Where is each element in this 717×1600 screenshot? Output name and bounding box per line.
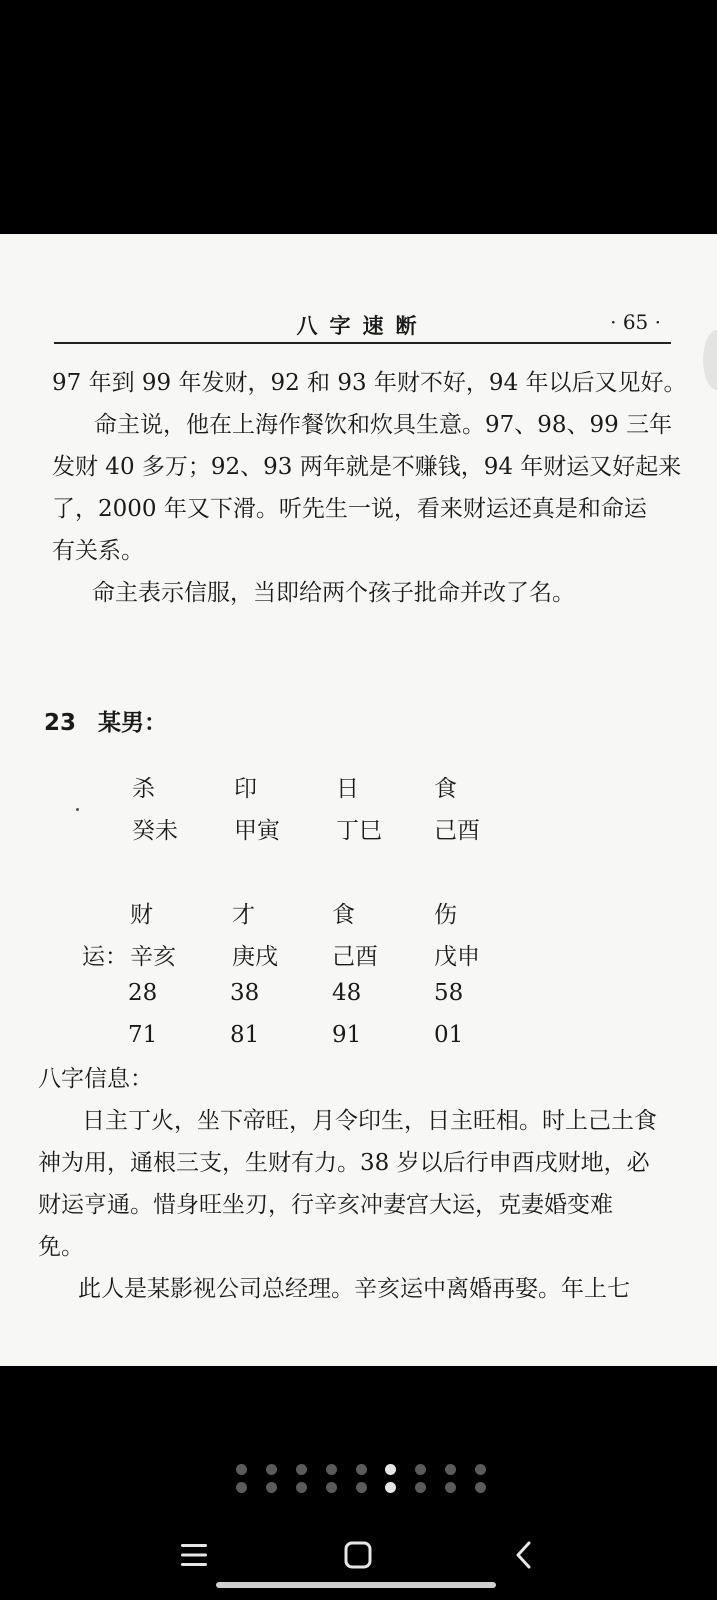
pillar: 戊申 xyxy=(434,944,480,970)
pillar: 丁巳 xyxy=(336,818,382,844)
page-dot[interactable] xyxy=(415,1464,426,1475)
god-label: 日 xyxy=(336,776,359,802)
page-dot[interactable] xyxy=(266,1464,277,1475)
luck-label: 运： xyxy=(82,944,128,970)
paragraph-line: 97 年到 99 年发财，92 和 93 年财不好，94 年以后又见好。 xyxy=(52,370,687,396)
system-navigation-bar xyxy=(0,1525,717,1585)
paragraph-line: 此人是某影视公司总经理。辛亥运中离婚再娶。年上七 xyxy=(78,1276,630,1302)
year: 71 xyxy=(128,1022,158,1048)
gesture-bar[interactable] xyxy=(216,1582,496,1588)
page-dot[interactable] xyxy=(266,1482,277,1493)
age: 38 xyxy=(230,980,260,1006)
pillar: 辛亥 xyxy=(130,944,176,970)
page-dot[interactable] xyxy=(356,1482,367,1493)
back-button[interactable] xyxy=(494,1525,554,1585)
menu-lines-icon xyxy=(180,1542,208,1568)
year: 91 xyxy=(332,1022,362,1048)
page-header xyxy=(54,306,671,344)
chevron-left-icon xyxy=(514,1541,534,1569)
book-page-image xyxy=(0,234,717,1366)
page-dot[interactable] xyxy=(415,1482,426,1493)
paragraph-line: 日主丁火，坐下帝旺，月令印生，日主旺相。时上己土食 xyxy=(82,1108,657,1134)
page-indicator[interactable] xyxy=(0,1464,717,1504)
god-label: 食 xyxy=(332,902,355,928)
god-label: 杀 xyxy=(132,776,155,802)
page-dot[interactable] xyxy=(475,1482,486,1493)
paragraph-line: 财运亨通。惜身旺坐刃，行辛亥冲妻宫大运，克妻婚变难 xyxy=(38,1192,613,1218)
god-label: 财 xyxy=(130,902,153,928)
pillar: 己酉 xyxy=(332,944,378,970)
year: 01 xyxy=(434,1022,464,1048)
page-dot[interactable] xyxy=(326,1464,337,1475)
god-label: 印 xyxy=(234,776,257,802)
age: 58 xyxy=(434,980,464,1006)
paragraph-line: 发财 40 多万；92、93 两年就是不赚钱，94 年财运又好起来 xyxy=(52,454,682,480)
god-label: 伤 xyxy=(434,902,457,928)
page-number: · 65 · xyxy=(610,310,661,334)
info-heading: 八字信息： xyxy=(38,1066,153,1092)
year: 81 xyxy=(230,1022,260,1048)
page-dot[interactable] xyxy=(385,1482,396,1493)
page-dot[interactable] xyxy=(385,1464,396,1475)
page-dot[interactable] xyxy=(445,1464,456,1475)
paragraph-line: 命主表示信服，当即给两个孩子批命并改了名。 xyxy=(92,580,575,606)
pillar: 甲寅 xyxy=(234,818,280,844)
next-page-edge xyxy=(703,330,717,390)
print-speck xyxy=(76,808,79,811)
indicator-row xyxy=(236,1482,486,1493)
page-dot[interactable] xyxy=(236,1464,247,1475)
god-label: 食 xyxy=(434,776,457,802)
paragraph-line: 免。 xyxy=(38,1234,84,1260)
recent-apps-button[interactable] xyxy=(164,1525,224,1585)
age: 48 xyxy=(332,980,362,1006)
page-dot[interactable] xyxy=(445,1482,456,1493)
pillar: 癸未 xyxy=(132,818,178,844)
paragraph-line: 有关系。 xyxy=(52,538,144,564)
case-title: 某男： xyxy=(98,710,168,736)
pillar: 庚戌 xyxy=(232,944,278,970)
page-dot[interactable] xyxy=(475,1464,486,1475)
case-heading xyxy=(44,704,167,737)
page-dot[interactable] xyxy=(356,1464,367,1475)
page-dot[interactable] xyxy=(296,1464,307,1475)
paragraph-line: 神为用，通根三支，生财有力。38 岁以后行申酉戌财地，必 xyxy=(38,1150,650,1176)
pillar: 己酉 xyxy=(434,818,480,844)
page-dot[interactable] xyxy=(296,1482,307,1493)
case-number: 23 xyxy=(44,710,77,736)
page-dot[interactable] xyxy=(236,1482,247,1493)
page-dot[interactable] xyxy=(326,1482,337,1493)
home-square-icon xyxy=(344,1541,372,1569)
god-label: 才 xyxy=(232,902,255,928)
indicator-row xyxy=(236,1464,486,1475)
running-title: 八字速断 xyxy=(296,313,429,338)
paragraph-line: 命主说，他在上海作餐饮和炊具生意。97、98、99 三年 xyxy=(94,412,673,438)
home-button[interactable] xyxy=(328,1525,388,1585)
age: 28 xyxy=(128,980,158,1006)
paragraph-line: 了，2000 年又下滑。听先生一说，看来财运还真是和命运 xyxy=(52,496,647,522)
